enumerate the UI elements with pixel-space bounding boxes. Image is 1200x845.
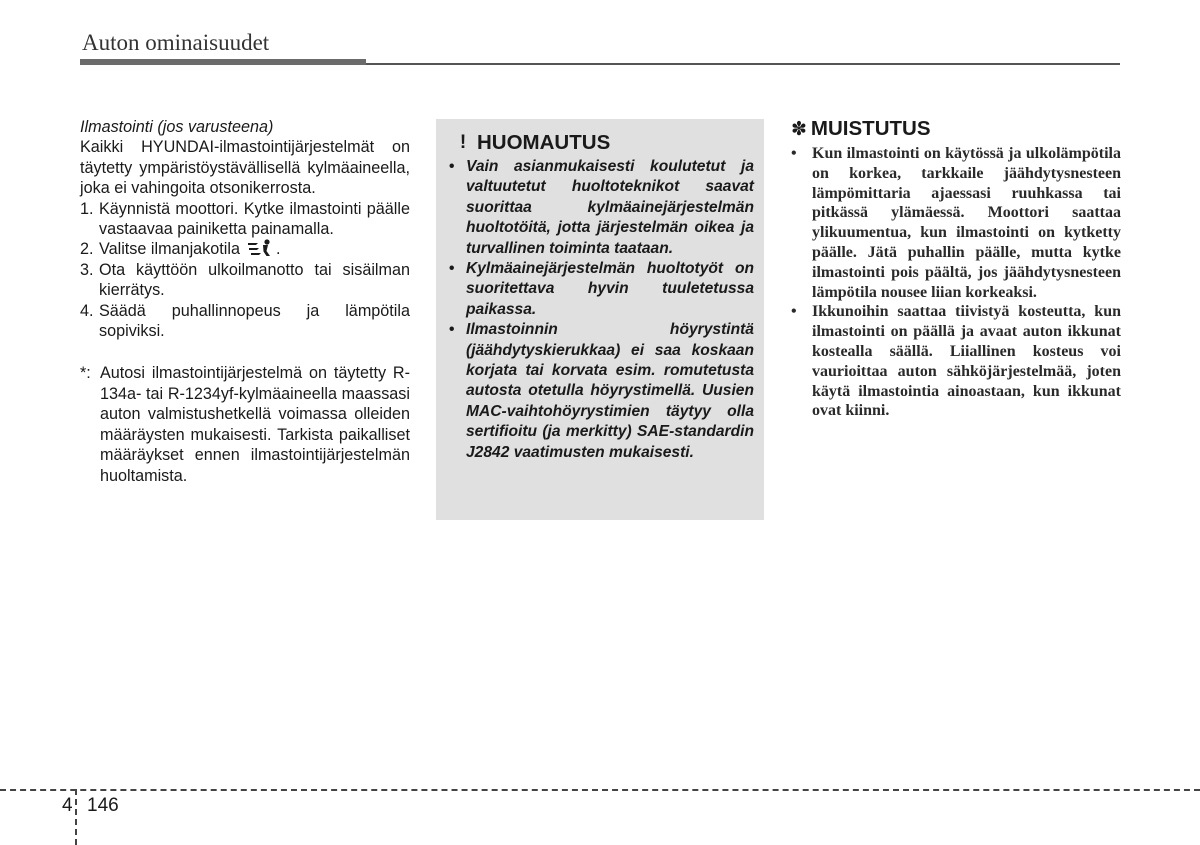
step-item [80,301,410,342]
vent-face-floor-icon [246,239,272,257]
caution-item [449,157,754,259]
caution-icon: ! [459,132,467,153]
caution-item [449,259,754,320]
star-icon: ✽ [791,118,807,140]
caution-item-text: Ilmastoinnin höyrystintä (jäähdytyskierukkaa) ei saa koskaan korjata tai korvata esim. romutetusta autosta otetulla höyrystimellä. Uusien MAC-vaihtohöyrystimien täytyy olla sertifioitu (ja merkitty) SAE-standardin J2842 vaatimusten mukaisesti. [466,321,754,461]
caution-item-text: Kylmäainejärjestelmän huoltotyöt on suoritettava hyvin tuuletetussa paikassa. [466,260,754,318]
intro-paragraph: Kaikki HYUNDAI-ilmastointijärjestelmät on täytetty ympäristöystävällisellä kylmäaineella, joka ei vahingoita otsonikerrosta. [80,138,410,198]
footnote-mark: *: [80,364,91,383]
footer-rule [0,789,1200,791]
step-number: 2. [80,240,94,259]
step-text-suffix: . [275,240,281,259]
memo-item [791,144,1121,302]
caution-title [449,131,754,155]
step-number: 1. [80,199,94,218]
caution-title-text: HUOMAUTUS [477,131,611,154]
memo-item-text: Kun ilmastointi on käytössä ja ulkolämpötila on korkea, tarkkaile jäähdytysnesteen lämpömittaria ajaessasi ruuhkassa tai pitkässä ylämäessä. Moottori saattaa ylikuumentua, kun ilmastointi on kytketty päälle. Jätä puhallin päälle, mutta kytke ilmastointi pois päältä, jos jäähdytysnesteen lämpötila nousee liian korkeaksi. [812,145,1121,301]
step-item [80,260,410,301]
air-conditioning-section [80,117,410,486]
step-text: Säädä puhallinnopeus ja lämpötila sopiviksi. [99,301,410,341]
memo-item [791,302,1121,421]
footnote [80,363,410,485]
bullet: • [449,158,455,175]
caution-list [449,157,754,463]
step-text: Käynnistä moottori. Kytke ilmastointi päälle vastaavaa painiketta painamalla. [99,199,410,239]
steps-list [80,199,410,342]
memo-item-text: Ikkunoihin saattaa tiivistyä kosteutta, kun ilmastointi on päällä ja avaat auton ikkunat kostealla säällä. Liiallinen kosteus voi vaurioittaa auton sähköjärjestelmää, joten käytä ilmastointia ainoastaan, kun ikkunat ovat kiinni. [812,303,1121,420]
header-rule [366,63,1120,65]
chapter-number: 4 [62,795,73,816]
caution-item-text: Vain asianmukaisesti koulutetut ja valtuutetut huoltoteknikot saavat suorittaa kylmäainejärjestelmän huoltotöitä, jotta järjestelmän oikea ja turvallinen toiminta taataan. [466,158,754,257]
step-number: 3. [80,260,94,279]
memo-title [791,117,1121,141]
bullet: • [791,145,797,162]
header-bar [80,59,366,65]
step-text: Valitse ilmanjakotila [99,240,240,259]
section-heading: Ilmastointi (jos varusteena) [80,118,274,136]
step-item [80,239,410,259]
memo-section [791,117,1121,421]
memo-title-text: MUISTUTUS [810,117,931,140]
bullet: • [791,303,797,321]
page-header-title: Auton ominaisuudet [82,30,270,55]
page-number: 146 [87,795,119,816]
footer-divider [75,789,77,845]
bullet: • [449,321,455,339]
caution-box [436,119,764,520]
footnote-text: Autosi ilmastointijärjestelmä on täytetty R-134a- tai R-1234yf-kylmäaineella maassasi auton valmistushetkellä voimassa olleiden määräysten mukaisesti. Tarkista paikalliset määräykset ennen ilmastointijärjestelmän huoltamista. [100,364,410,485]
step-text: Ota käyttöön ulkoilmanotto tai sisäilman kierrätys. [99,260,410,300]
caution-item [449,320,754,463]
step-text-wrap [99,239,410,259]
step-item [80,199,410,240]
bullet: • [449,260,455,278]
step-number: 4. [80,301,94,320]
memo-list [791,144,1121,421]
